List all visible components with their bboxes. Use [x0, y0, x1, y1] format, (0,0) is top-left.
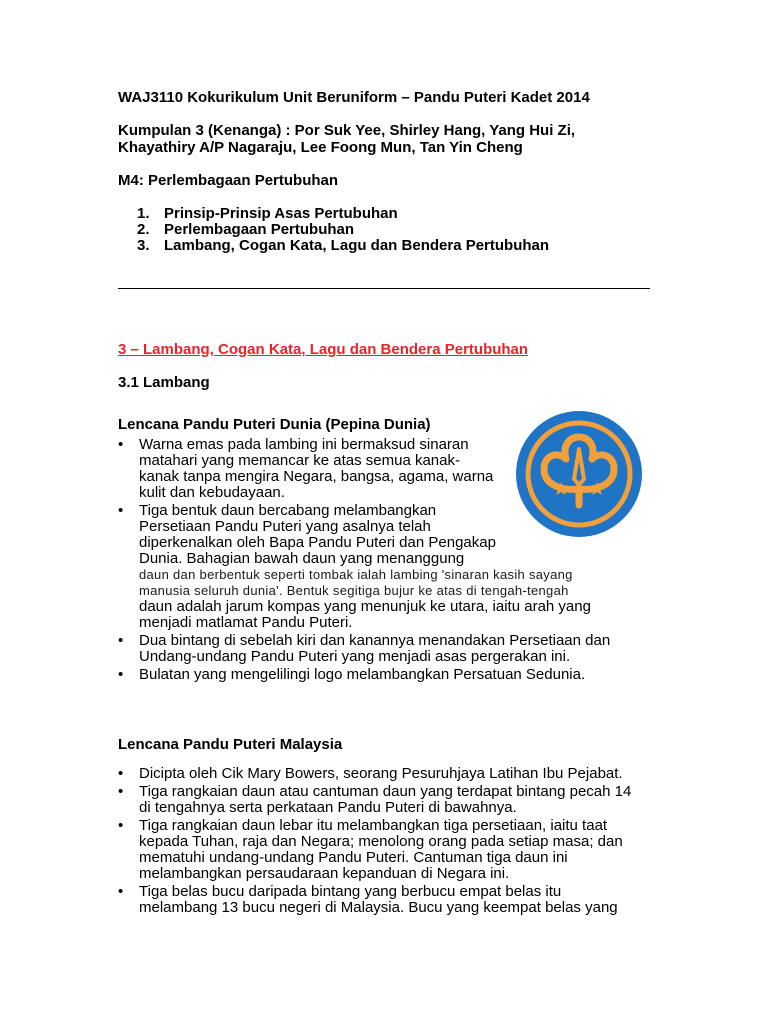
list-item: • Tiga bentuk daun bercabang melambangkan Persetiaan Pandu Puteri yang asalnya telah diperkenalkan oleh Bapa Pandu Puteri dan Pengakap Dunia. Bahagian bawah daun yang menanggung daun dan berbentuk seperti tombak ialah lambing 'sinaran kasih sayang manusia seluruh dunia'. Bentuk segitiga bujur ke atas di tengah-tengah daun adalah jarum kompas yang menunjuk ke utara, iaitu arah yang menjadi matlamat Pandu Puteri. [118, 502, 591, 631]
group-line-2: Khayathiry A/P Nagaraju, Lee Foong Mun, Tan Yin Cheng [118, 139, 523, 156]
section-heading: 3 – Lambang, Cogan Kata, Lagu dan Bendera Pertubuhan [118, 341, 529, 358]
list-item: • Tiga belas bucu daripada bintang yang berbucu empat belas itu melambang 13 bucu negeri di Malaysia. Bucu yang keempat belas yang [118, 883, 618, 916]
world-badge-bullets [118, 436, 611, 685]
list-item: • Dua bintang di sebelah kiri dan kanannya menandakan Persetiaan dan Undang-undang Pandu Puteri yang menjadi asas pergerakan ini. [118, 632, 611, 665]
list-item: • Warna emas pada lambing ini bermaksud sinaran matahari yang memancar ke atas semua kanak- kanak tanpa mengira Negara, bangsa, agama, warna kulit dan kebudayaan. [118, 436, 494, 501]
list-item: • Tiga rangkaian daun lebar itu melambangkan tiga persetiaan, iaitu taat kepada Tuhan, raja dan Negara; menolong orang pada setiap masa; dan mematuhi undang-undang Pandu Puteri. Cantuman tiga daun ini melambangkan persaudaraan kepanduan di Negara ini. [118, 817, 623, 882]
topic-item: 2. Perlembagaan Pertubuhan [137, 221, 355, 238]
topic-list [118, 206, 678, 254]
malaysia-badge-title: Lencana Pandu Puteri Malaysia [118, 736, 343, 753]
malaysia-badge-bullets [118, 766, 658, 918]
list-item: • Bulatan yang mengelilingi logo melambangkan Persatuan Sedunia. [118, 666, 586, 683]
divider-line [118, 288, 650, 289]
group-line-1: Kumpulan 3 (Kenanga) : Por Suk Yee, Shirley Hang, Yang Hui Zi, [118, 122, 576, 139]
topic-item: 1. Prinsip-Prinsip Asas Pertubuhan [137, 205, 398, 222]
sub-heading: 3.1 Lambang [118, 374, 210, 391]
world-badge-title: Lencana Pandu Puteri Dunia (Pepina Dunia) [118, 416, 431, 433]
doc-title: WAJ3110 Kokurikulum Unit Beruniform – Pandu Puteri Kadet 2014 [118, 89, 590, 106]
list-item: • Tiga rangkaian daun atau cantuman daun yang terdapat bintang pecah 14 di tengahnya serta perkataan Pandu Puteri di bawahnya. [118, 783, 632, 816]
topic-item: 3. Lambang, Cogan Kata, Lagu dan Bendera Pertubuhan [137, 237, 550, 254]
list-item: • Dicipta oleh Cik Mary Bowers, seorang Pesuruhjaya Latihan Ibu Pejabat. [118, 765, 623, 782]
module-title: M4: Perlembagaan Pertubuhan [118, 172, 339, 189]
